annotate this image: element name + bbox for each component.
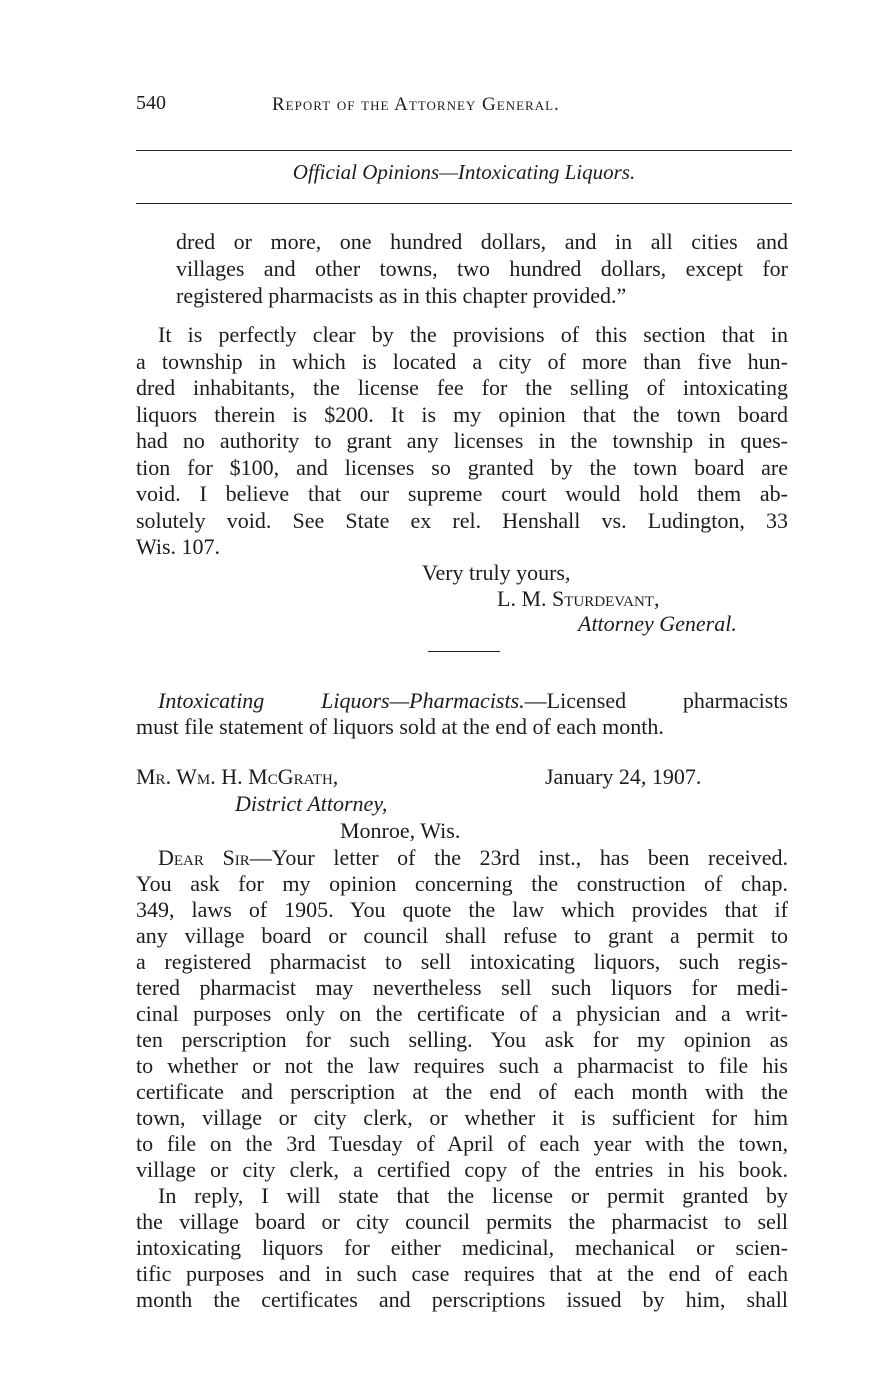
letter-office: District Attorney, [235, 791, 388, 816]
letter-line: ten perscription for such selling. You ask for my opinion as [136, 1027, 788, 1052]
letter-line: town, village or city clerk, or whether it is sufficient for him [136, 1105, 788, 1130]
separator-rule [428, 651, 500, 652]
closing-signer: L. M. Sturdevant, [497, 586, 660, 611]
opinion-line: had no authority to grant any licenses in the township in ques- [136, 428, 788, 453]
quote-line: registered pharmacists as in this chapter provided.” [176, 283, 627, 308]
page-number: 540 [136, 92, 166, 114]
opinion-line: void. I believe that our supreme court would hold them ab- [136, 481, 788, 506]
opinion-line: Wis. 107. [136, 534, 221, 559]
opinion-line: a township in which is located a city of more than five hun- [136, 349, 788, 374]
letter-line: a registered pharmacist to sell intoxicating liquors, such regis- [136, 949, 788, 974]
letter-line [158, 845, 788, 871]
letter-date: January 24, 1907. [545, 764, 702, 789]
letter-line: month the certificates and perscriptions issued by him, shall [136, 1287, 788, 1312]
letter-line: You ask for my opinion concerning the construction of chap. [136, 871, 788, 896]
quote-line: dred or more, one hundred dollars, and in all cities and [176, 229, 788, 254]
opinion-line: tion for $100, and licenses so granted by the town board are [136, 455, 788, 480]
opinion-line: dred inhabitants, the license fee for the selling of intoxicating [136, 375, 788, 400]
letter-line: village or city clerk, a certified copy of the entries in his book. [136, 1157, 788, 1182]
letter-place: Monroe, Wis. [340, 818, 461, 843]
opinion-line: solutely void. See State ex rel. Henshall vs. Ludington, 33 [136, 508, 788, 533]
syllabus-text: —Licensed pharmacists [524, 688, 788, 713]
letter-line: tered pharmacist may nevertheless sell such liquors for medi- [136, 975, 788, 1000]
running-title: Report of the Attorney General. [272, 94, 560, 115]
letter-line: intoxicating liquors for either medicinal, mechanical or scien- [136, 1235, 788, 1260]
letter-line: the village board or city council permits the pharmacist to sell [136, 1209, 788, 1234]
header-rule-top [136, 150, 792, 151]
section-heading: Official Opinions—Intoxicating Liquors. [292, 160, 636, 184]
letter-line: any village board or council shall refuse to grant a permit to [136, 923, 788, 948]
letter-line: to file on the 3rd Tuesday of April of each year with the town, [136, 1131, 788, 1156]
running-head [136, 92, 792, 122]
closing-title: Attorney General. [578, 611, 737, 636]
syllabus-line [158, 688, 788, 714]
letter-line: 349, laws of 1905. You quote the law which provides that if [136, 897, 788, 922]
syllabus-heading: Intoxicating Liquors—Pharmacists. [158, 688, 525, 713]
quote-line: villages and other towns, two hundred dollars, except for [176, 256, 788, 281]
letter-recipient: Mr. Wm. H. McGrath, [136, 764, 339, 789]
opinion-line: It is perfectly clear by the provisions of this section that in [158, 322, 788, 347]
closing-salutation: Very truly yours, [422, 560, 571, 585]
letter-line: to whether or not the law requires such a pharmacist to file his [136, 1053, 788, 1078]
opinion-line: liquors therein is $200. It is my opinion that the town board [136, 402, 788, 427]
letter-greeting: Dear Sir [158, 845, 250, 870]
letter-line: cinal purposes only on the certificate of a physician and a writ- [136, 1001, 788, 1026]
letter-line: tific purposes and in such case requires that at the end of each [136, 1261, 788, 1286]
letter-line: certificate and perscription at the end of each month with the [136, 1079, 788, 1104]
letter-line: In reply, I will state that the license or permit granted by [158, 1183, 788, 1208]
letter-text: —Your letter of the 23rd inst., has been received. [249, 845, 788, 870]
header-rule-bottom [136, 203, 792, 204]
syllabus-line: must file statement of liquors sold at the end of each month. [136, 714, 664, 739]
